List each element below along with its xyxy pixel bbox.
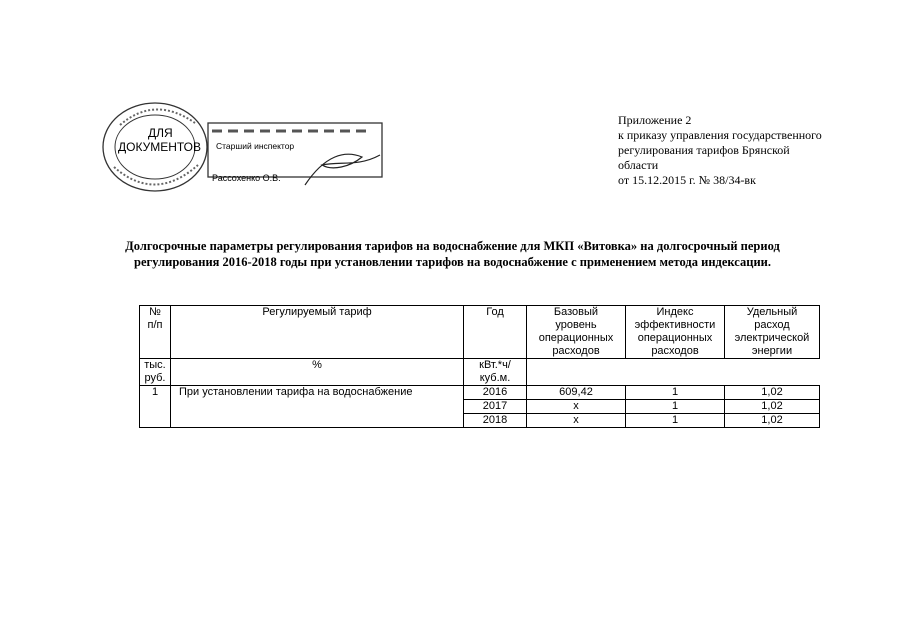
appendix-line: к приказу управления государственного [618, 128, 822, 142]
stamp-graphic [100, 95, 400, 205]
stamp-text-line1: ДЛЯ [148, 126, 173, 140]
appendix-line: регулирования тарифов Брянской [618, 143, 790, 157]
units-energy: кВт.*ч/куб.м. [464, 359, 527, 386]
header-num [140, 306, 171, 359]
header-base-line: расходов [552, 345, 600, 357]
cell-energy: 1,02 [725, 386, 820, 400]
appendix-line: от 15.12.2015 г. № 38/34-вк [618, 173, 756, 187]
cell-year: 2018 [464, 414, 527, 428]
table-header-row [140, 306, 820, 359]
header-energy-consumption [725, 306, 820, 359]
stamp-text-line2: ДОКУМЕНТОВ [118, 140, 202, 154]
header-index-line: Индекс [656, 306, 694, 318]
header-year: Год [464, 306, 527, 359]
units-base: тыс. руб. [140, 359, 171, 386]
header-base-line: уровень [555, 319, 597, 331]
header-energy-line: энергии [751, 345, 793, 357]
stamp-name: Рассохенко О.В. [212, 173, 281, 183]
header-energy-line: Удельный [746, 306, 798, 318]
header-index-line: операционных [637, 332, 713, 344]
header-efficiency-index [626, 306, 725, 359]
row-number: 1 [140, 386, 171, 428]
cell-base: х [527, 400, 626, 414]
cell-base: х [527, 414, 626, 428]
title-line-1: Долгосрочные параметры регулирования тарифов на водоснабжение для МКП «Витовка» на долгосрочный период [125, 239, 780, 253]
cell-year: 2016 [464, 386, 527, 400]
header-index-line: эффективности [634, 319, 716, 331]
tariff-name: При установлении тарифа на водоснабжение [171, 386, 464, 428]
document-title [90, 238, 815, 270]
cell-index: 1 [626, 414, 725, 428]
cell-base: 609,42 [527, 386, 626, 400]
cell-energy: 1,02 [725, 414, 820, 428]
header-num-line: № [149, 306, 161, 318]
units-row [140, 359, 820, 386]
header-base-line: операционных [538, 332, 614, 344]
cell-index: 1 [626, 400, 725, 414]
cell-year: 2017 [464, 400, 527, 414]
header-num-line: п/п [147, 319, 163, 331]
table-row [140, 386, 820, 400]
units-index: % [171, 359, 464, 386]
document-stamp [100, 95, 400, 205]
appendix-line: Приложение 2 [618, 113, 692, 127]
cell-index: 1 [626, 386, 725, 400]
cell-energy: 1,02 [725, 400, 820, 414]
header-energy-line: расход [754, 319, 790, 331]
parameters-table [139, 305, 820, 428]
stamp-position: Старший инспектор [216, 141, 295, 151]
header-base-level [527, 306, 626, 359]
header-index-line: расходов [651, 345, 699, 357]
appendix-block [618, 113, 822, 188]
header-tariff: Регулируемый тариф [171, 306, 464, 359]
appendix-line: области [618, 158, 659, 172]
header-base-line: Базовый [553, 306, 599, 318]
header-energy-line: электрической [734, 332, 810, 344]
title-line-2: регулирования 2016-2018 годы при установлении тарифов на водоснабжение с применением метода индексации. [134, 255, 771, 269]
